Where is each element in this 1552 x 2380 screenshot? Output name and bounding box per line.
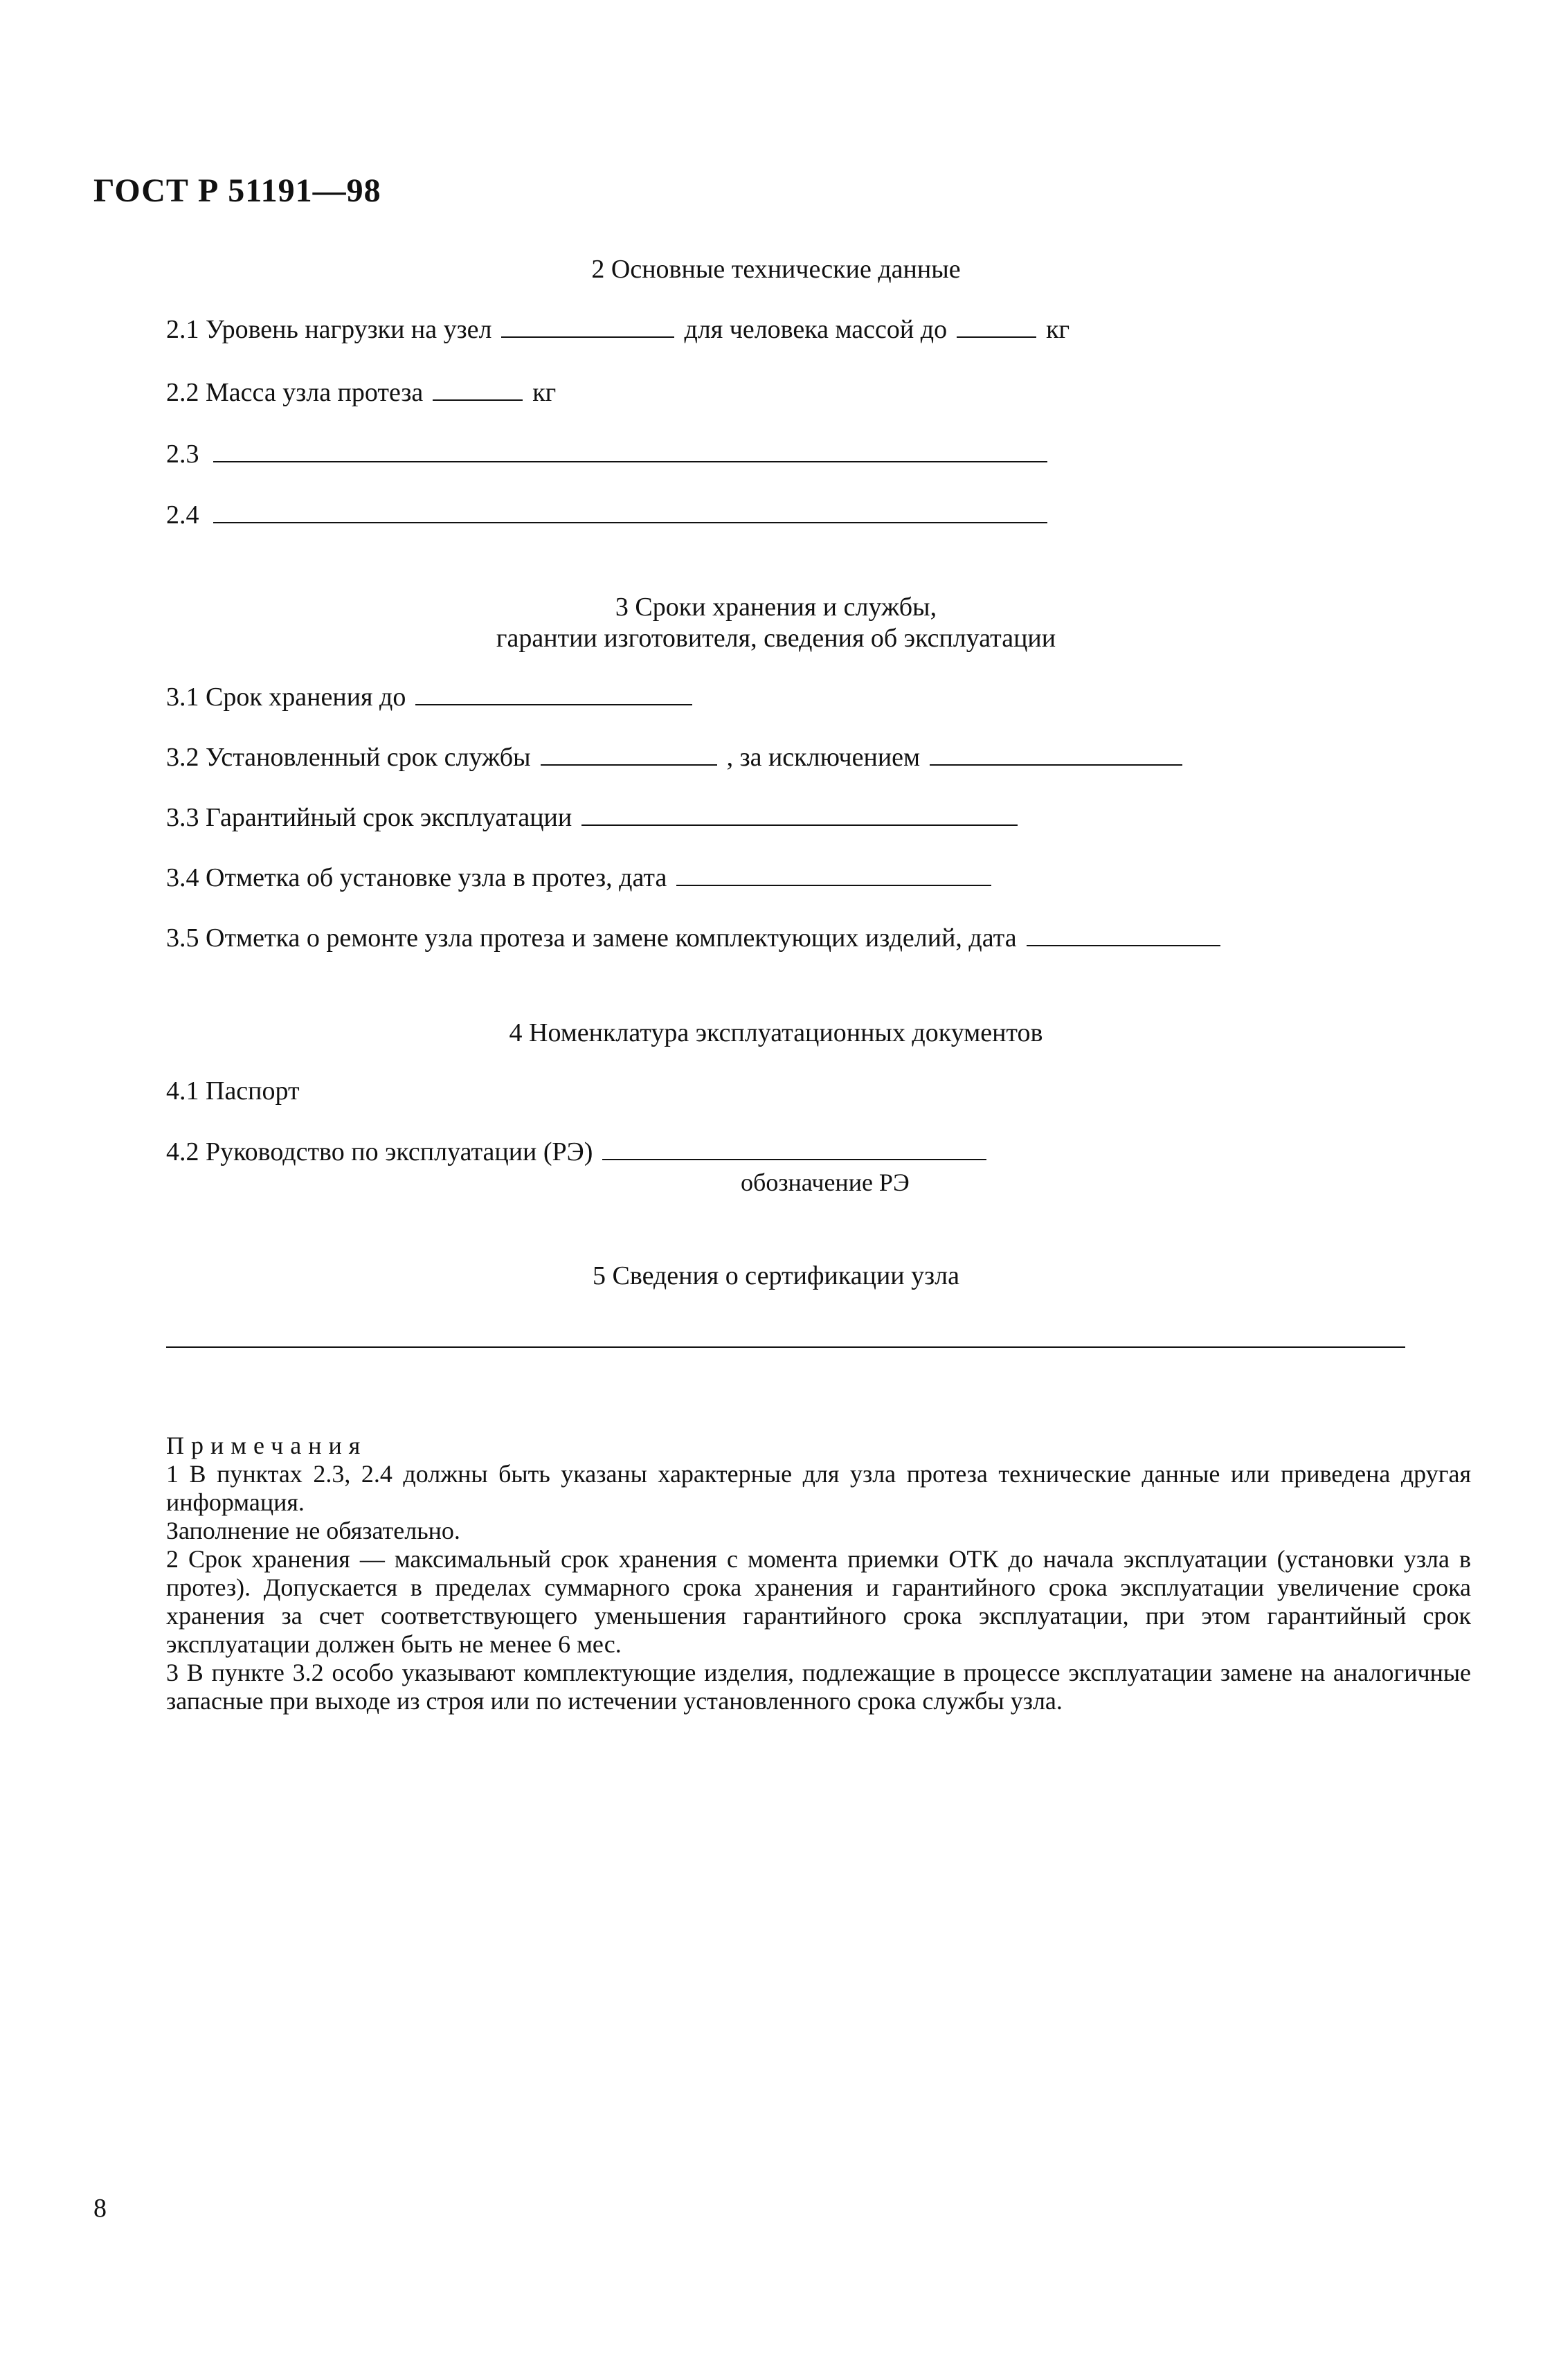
note-3: 3 В пункте 3.2 особо указывают комплектующие изделия, подлежащие в процессе эксплуатации замене на аналогичные запасные при выходе из строя или по истечении установленного срока службы узла.: [166, 1659, 1471, 1715]
item-3-3: [166, 801, 1027, 834]
item-2-2: [166, 376, 556, 409]
item-2-1-unit: кг: [1046, 315, 1070, 344]
document-id: ГОСТ Р 51191—98: [93, 172, 381, 209]
item-2-1-text-b: для человека массой до: [684, 315, 948, 344]
install-date-field[interactable]: [676, 864, 991, 886]
item-2-3-number: 2.3: [166, 440, 199, 469]
item-2-1-number: 2.1: [166, 315, 199, 344]
item-2-2-number: 2.2: [166, 378, 199, 407]
section-2-title: 2 Основные технические данные: [591, 255, 961, 284]
storage-term-field[interactable]: [415, 683, 692, 705]
warranty-term-field[interactable]: [581, 804, 1018, 826]
note-1: 1 В пунктах 2.3, 2.4 должны быть указаны характерные для узла протеза технические данные или приведена другая информация.: [166, 1460, 1471, 1516]
item-3-2: [166, 741, 1192, 774]
item-2-2-text: Масса узла протеза: [206, 378, 424, 407]
item-3-5-number: 3.5: [166, 923, 199, 953]
note-1-continued: Заполнение не обязательно.: [166, 1517, 460, 1544]
exception-field[interactable]: [930, 743, 1182, 766]
item-4-1: [166, 1074, 300, 1108]
item-3-4: [166, 861, 1001, 894]
section-3-title-line2: гарантии изготовителя, сведения об эксплуатации: [496, 624, 1056, 653]
item-3-2-text-b: , за исключением: [726, 743, 921, 772]
item-2-3: [166, 438, 1057, 471]
page-number: 8: [93, 2194, 107, 2223]
item-3-3-number: 3.3: [166, 803, 199, 832]
item-4-2: [166, 1135, 996, 1169]
notes-block: [166, 1432, 1471, 1715]
item-3-4-text: Отметка об установке узла в протез, дата: [206, 863, 667, 892]
item-2-1: [166, 313, 1070, 346]
service-life-field[interactable]: [541, 743, 717, 766]
item-2-3-field[interactable]: [213, 440, 1047, 462]
unit-mass-field[interactable]: [433, 379, 523, 401]
item-4-2-text: Руководство по эксплуатации (РЭ): [206, 1137, 593, 1166]
item-3-1: [166, 680, 702, 714]
item-4-2-number: 4.2: [166, 1137, 199, 1166]
section-4-title: 4 Номенклатура эксплуатационных документов: [509, 1018, 1043, 1047]
certification-field[interactable]: [166, 1346, 1405, 1348]
repair-date-field[interactable]: [1027, 924, 1220, 946]
item-3-4-number: 3.4: [166, 863, 199, 892]
item-4-1-text: Паспорт: [206, 1076, 300, 1106]
item-4-1-number: 4.1: [166, 1076, 199, 1106]
manual-designation-field[interactable]: [602, 1138, 986, 1160]
manual-designation-caption: обозначение РЭ: [741, 1169, 910, 1196]
load-level-field[interactable]: [501, 316, 674, 338]
item-3-1-number: 3.1: [166, 683, 199, 712]
note-2: 2 Срок хранения — максимальный срок хранения с момента приемки ОТК до начала эксплуатации (установки узла в протез). Допускается в пределах суммарного срока хранения и гарантийного срока эксплуатации увеличение срока хранения за счет соответствующего уменьшения гарантийного срока эксплуатации, при этом гарантийный срок эксплуатации должен быть не менее 6 мес.: [166, 1545, 1471, 1658]
item-2-2-unit: кг: [532, 378, 557, 407]
item-3-2-number: 3.2: [166, 743, 199, 772]
person-mass-field[interactable]: [957, 316, 1036, 338]
item-2-1-text-a: Уровень нагрузки на узел: [206, 315, 492, 344]
section-5-title: 5 Сведения о сертификации узла: [593, 1261, 959, 1290]
notes-heading: Примечания: [166, 1432, 368, 1459]
item-3-3-text: Гарантийный срок эксплуатации: [206, 803, 572, 832]
section-3-title-line1: 3 Сроки хранения и службы,: [615, 593, 937, 622]
item-2-4-number: 2.4: [166, 501, 199, 530]
item-3-1-text: Срок хранения до: [206, 683, 406, 712]
item-3-5-text: Отметка о ремонте узла протеза и замене комплектующих изделий, дата: [206, 923, 1017, 953]
item-3-5: [166, 921, 1230, 955]
item-2-4-field[interactable]: [213, 501, 1047, 523]
item-3-2-text-a: Установленный срок службы: [206, 743, 531, 772]
item-2-4: [166, 498, 1057, 532]
